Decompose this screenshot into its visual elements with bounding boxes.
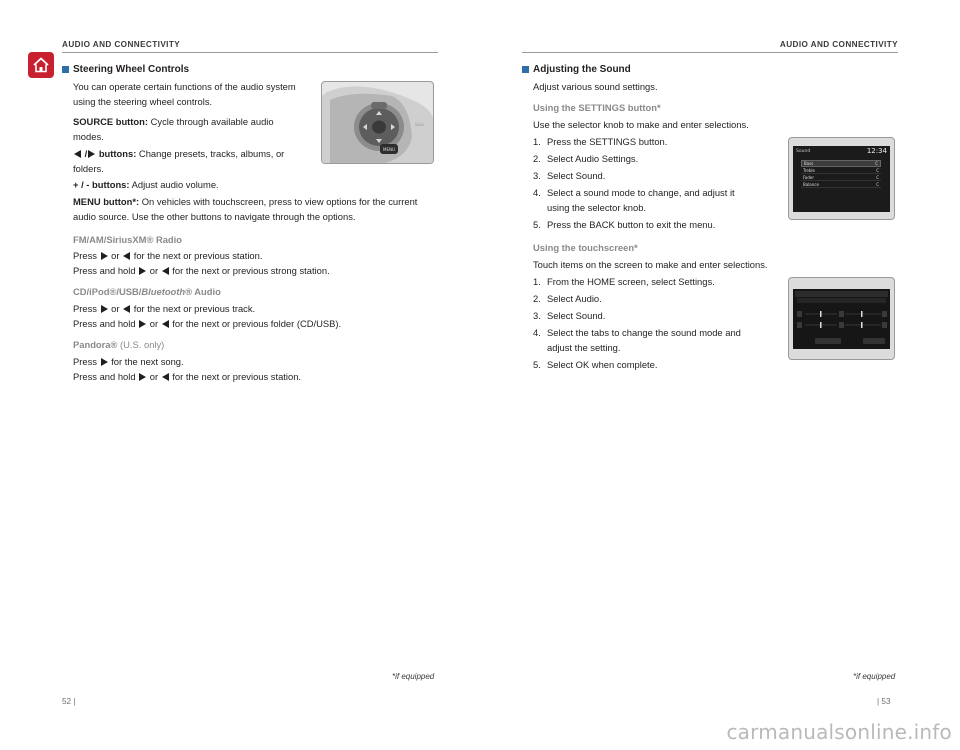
home-icon [28, 52, 54, 78]
watermark: carmanualsonline.info [726, 720, 952, 744]
prev-arrow-icon [162, 267, 169, 275]
screen-row: Balance C [803, 182, 879, 187]
prev-arrow-icon [162, 320, 169, 328]
svg-text:Sour: Sour [415, 122, 425, 127]
list-item: 4. Select the tabs to change the sound mode and adjust the setting. [533, 327, 741, 353]
next-arrow-icon [139, 373, 146, 381]
header-rule [522, 52, 898, 53]
section-title-sound: Adjusting the Sound [522, 64, 631, 75]
list-item: 5. Select OK when complete. [533, 358, 658, 370]
list-item: 2. Select Audio Settings. [533, 153, 639, 164]
right-page [480, 0, 960, 750]
source-button-desc: SOURCE button: Cycle through available audio modes. [73, 116, 274, 142]
prev-arrow-icon [123, 252, 130, 260]
page-number: 52 | [62, 697, 76, 706]
touchscreen-sound-sliders-icon [793, 289, 890, 349]
list-item: 4. Select a sound mode to change, and adjust it using the selector knob. [533, 187, 735, 213]
settings-steps [533, 135, 753, 235]
touchscreen-title: Using the touchscreen* [533, 242, 638, 253]
screen-title: Sound [796, 149, 811, 154]
fm-radio-title: FM/AM/SiriusXM® Radio [73, 234, 182, 245]
fm-radio-instructions: Press or for the next or previous station. Press and hold or for the next or previous strong station. [73, 250, 330, 276]
footnote: *if equipped [853, 672, 896, 681]
next-arrow-icon [101, 252, 108, 260]
list-item: 5. Press the BACK button to exit the menu. [533, 218, 716, 230]
sound-settings-screen-image [788, 137, 895, 220]
section-title-steering: Steering Wheel Controls [62, 64, 189, 75]
pandora-instructions: Press for the next song. Press and hold or for the next or previous station. [73, 356, 302, 382]
prev-arrow-icon [123, 305, 130, 313]
screen-row: Treble C [803, 168, 879, 173]
page-header: AUDIO AND CONNECTIVITY [779, 40, 898, 49]
settings-button-title: Using the SETTINGS button* [533, 102, 661, 113]
arrow-buttons-desc: / buttons: Change presets, tracks, albums, or folders. [73, 148, 285, 174]
svg-text:MENU: MENU [383, 147, 395, 152]
next-arrow-icon [101, 305, 108, 313]
next-arrow-icon [139, 320, 146, 328]
list-item: 2. Select Audio. [533, 293, 602, 304]
header-rule [62, 52, 438, 53]
bullet-square-icon [62, 66, 69, 73]
pandora-title: Pandora® (U.S. only) [73, 339, 165, 350]
list-item: 1. Press the SETTINGS button. [533, 136, 668, 147]
list-item: 1. From the HOME screen, select Settings. [533, 276, 715, 287]
screen-row: Bass C [801, 160, 881, 167]
list-item: 3. Select Sound. [533, 310, 606, 321]
right-arrow-icon [88, 150, 95, 158]
next-arrow-icon [101, 358, 108, 366]
footnote: *if equipped [392, 672, 435, 681]
next-arrow-icon [139, 267, 146, 275]
list-item: 3. Select Sound. [533, 170, 606, 181]
cd-audio-instructions: Press or for the next or previous track. Press and hold or for the next or previous folder (CD/USB). [73, 303, 342, 329]
steering-intro: You can operate certain functions of the audio system using the steering wheel controls. [73, 81, 296, 107]
touchscreen-intro: Touch items on the screen to make and enter selections. [533, 259, 768, 270]
sound-intro: Adjust various sound settings. [533, 81, 658, 92]
cd-audio-title: CD/iPod®/USB/Bluetooth® Audio [73, 286, 221, 297]
prev-arrow-icon [162, 373, 169, 381]
page-number: | 53 [877, 697, 891, 706]
settings-intro: Use the selector knob to make and enter selections. [533, 119, 749, 130]
touchscreen-sound-image [788, 277, 895, 360]
menu-button-desc: MENU button*: On vehicles with touchscreen, press to view options for the current audio source. Use the other buttons to navigate through the options. [73, 196, 418, 222]
page-header: AUDIO AND CONNECTIVITY [62, 40, 181, 49]
bullet-square-icon [522, 66, 529, 73]
home-button[interactable] [28, 52, 54, 78]
steering-wheel-image [321, 81, 434, 164]
steering-wheel-controls-icon [322, 82, 434, 164]
volume-buttons-desc: + / - buttons: Adjust audio volume. [73, 179, 219, 190]
screen-row: Fader C [803, 175, 879, 180]
left-arrow-icon [74, 150, 81, 158]
screen-clock: 12:34 [866, 147, 887, 155]
touchscreen-steps [533, 275, 753, 375]
